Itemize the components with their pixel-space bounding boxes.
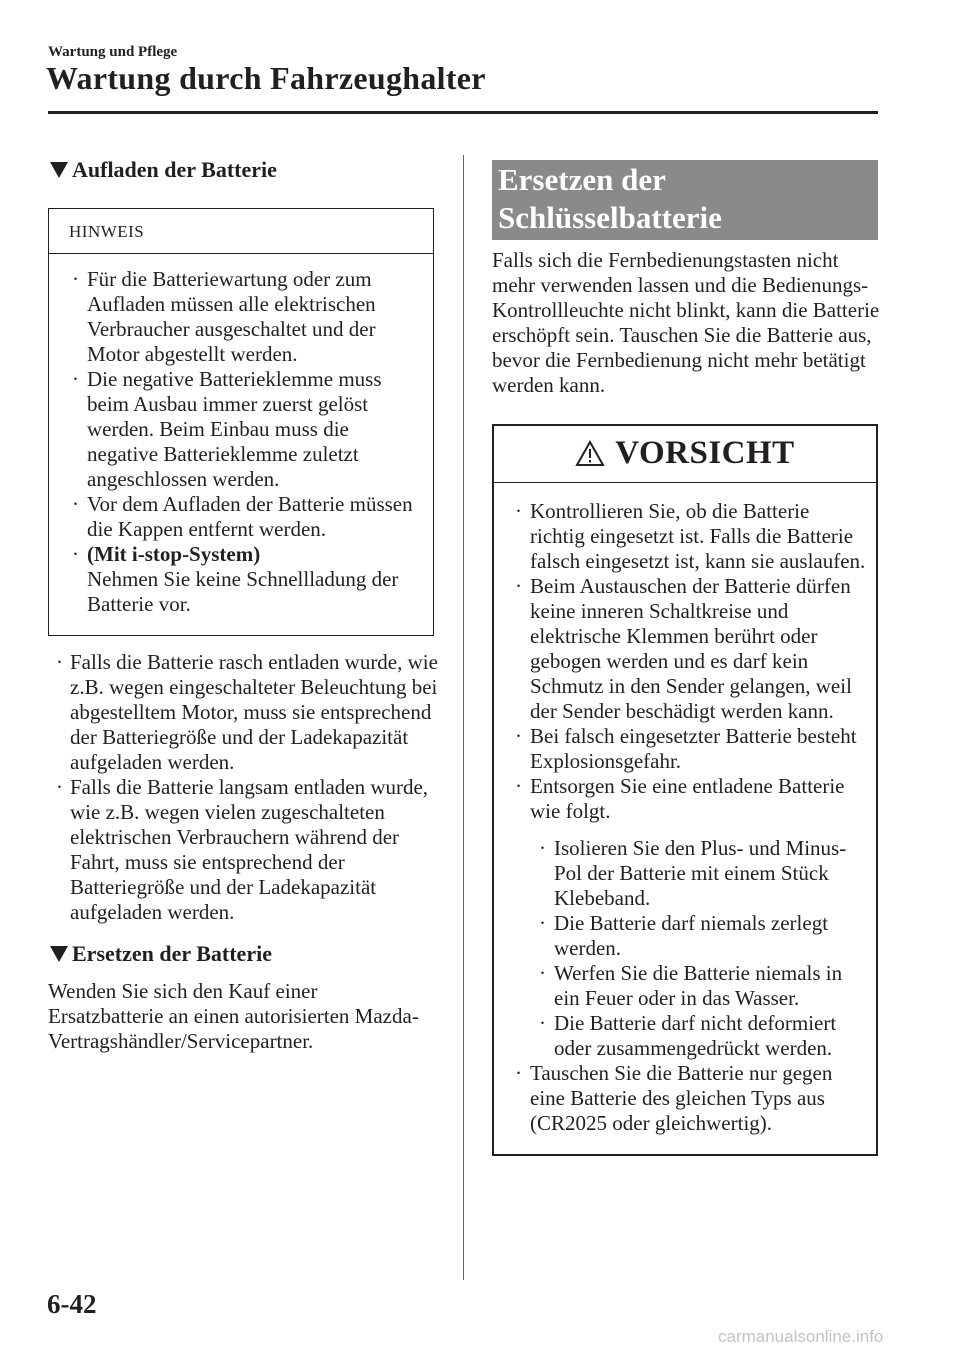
bullet-icon: ·: [515, 774, 522, 798]
warning-item-text: Bei falsch eingesetzter Batterie besteht Explosionsgefahr.: [530, 724, 857, 773]
warning-subitem: [532, 911, 868, 961]
banner-line: Ersetzen der: [498, 162, 666, 197]
watermark: carmanualsonline.info: [718, 1327, 884, 1346]
warning-item: [508, 774, 868, 1061]
warning-subitem-text: Die Batterie darf nicht deformiert oder zusammengedrückt werden.: [554, 1011, 837, 1060]
bullet-icon: ·: [539, 911, 546, 935]
section-body: Wenden Sie sich den Kauf einer Ersatzbatterie an einen autorisierten Mazda-Vertragshändler/Servicepartner.: [48, 979, 419, 1053]
note-item-text: Für die Batteriewartung oder zum Aufladen müssen alle elektrischen Verbraucher ausgeschaltet und der Motor abgestellt werden.: [87, 267, 376, 366]
warning-item-text: Kontrollieren Sie, ob die Batterie richtig eingesetzt ist. Falls die Batterie falsch eingesetzt ist, kann sie auslaufen.: [530, 499, 866, 573]
note-item: [65, 267, 425, 367]
warning-box: [492, 424, 878, 1156]
note-box: [48, 208, 434, 636]
warning-subitem-text: Die Batterie darf niemals zerlegt werden.: [554, 911, 829, 960]
note-item-condition: (Mit i-stop-System): [87, 542, 261, 566]
warning-subitem: [532, 961, 868, 1011]
warning-subitem: [532, 1011, 868, 1061]
note-item-text: Die negative Batterieklemme muss beim Ausbau immer zuerst gelöst werden. Beim Einbau muss die negative Batterieklemme zuletzt angeschlossen werden.: [87, 367, 382, 491]
bullet-icon: ·: [72, 492, 79, 516]
warning-item: [508, 574, 868, 724]
list-item-text: Falls die Batterie rasch entladen wurde, wie z.B. wegen eingeschalteter Beleuchtung bei abgestelltem Motor, muss sie entsprechend der Batteriegröße und der Ladekapazität aufgeladen werden.: [70, 650, 438, 774]
warning-header: [494, 426, 876, 483]
charging-list: [48, 650, 438, 925]
note-item: [65, 492, 425, 542]
banner-line: Schlüsselbatterie: [498, 200, 722, 235]
chapter-title: Wartung durch Fahrzeughalter: [46, 60, 486, 96]
bullet-icon: ·: [56, 650, 63, 674]
header-rule: [48, 111, 878, 114]
warning-item: [508, 724, 868, 774]
warning-item-text: Tauschen Sie die Batterie nur gegen eine Batterie des gleichen Typs aus (CR2025 oder gleichwertig).: [530, 1061, 833, 1135]
note-item: [65, 542, 425, 617]
list-item-text: Falls die Batterie langsam entladen wurde, wie z.B. wegen vielen zugeschalteten elektrischen Verbrauchern während der Fahrt, muss sie entsprechend der Batteriegröße und der Ladekapazität aufgeladen werden.: [70, 775, 429, 924]
note-list: [49, 254, 433, 635]
right-column: [492, 160, 882, 1156]
bullet-icon: ·: [515, 1061, 522, 1085]
note-item: [65, 367, 425, 492]
bullet-icon: ·: [515, 499, 522, 523]
section-title: Ersetzen der Batterie: [72, 941, 272, 966]
section-heading-replace: [48, 939, 438, 969]
list-item: [52, 650, 438, 775]
section-title: Aufladen der Batterie: [72, 157, 277, 182]
section-kicker: Wartung und Pflege: [48, 44, 178, 60]
warning-item-text: Entsorgen Sie eine entladene Batterie wie folgt.: [530, 774, 845, 823]
bullet-icon: ·: [539, 961, 546, 985]
note-title: HINWEIS: [49, 209, 433, 254]
bullet-icon: ·: [539, 1011, 546, 1035]
warning-subitem: [532, 836, 868, 911]
warning-subitem-text: Werfen Sie die Batterie niemals in ein Feuer oder in das Wasser.: [554, 961, 843, 1010]
warning-item-text: Beim Austauschen der Batterie dürfen keine inneren Schaltkreise und elektrische Klemmen berührt oder gebogen werden und es darf kein Schmutz in den Sender gelangen, weil der Sender beschädigt werden kann.: [530, 574, 852, 723]
bullet-icon: ·: [539, 836, 546, 860]
triangle-marker-icon: [50, 946, 68, 962]
triangle-marker-icon: [50, 162, 68, 178]
warning-sublist: [530, 836, 868, 1061]
bullet-icon: ·: [56, 775, 63, 799]
warning-subitem-text: Isolieren Sie den Plus- und Minus-Pol der Batterie mit einem Stück Klebeband.: [554, 836, 847, 910]
bullet-icon: ·: [515, 574, 522, 598]
column-divider: [463, 155, 464, 1280]
bullet-icon: ·: [72, 267, 79, 291]
warning-list: [494, 483, 876, 1154]
note-item-text: Vor dem Aufladen der Batterie müssen die Kappen entfernt werden.: [87, 492, 413, 541]
warning-title: VORSICHT: [615, 435, 795, 471]
section-body: Falls sich die Fernbedienungstasten nicht mehr verwenden lassen und die Bedienungs-Kontrollleuchte nicht blinkt, kann die Batterie erschöpft sein. Tauschen Sie die Batterie aus, bevor die Fernbedienung nicht mehr betätigt werden kann.: [492, 248, 880, 397]
section-heading-charging: [48, 155, 438, 185]
warning-item: [508, 1061, 868, 1136]
warning-triangle-icon: [575, 440, 605, 467]
section-banner: [492, 160, 878, 240]
note-item-text: Nehmen Sie keine Schnellladung der Batterie vor.: [87, 567, 399, 616]
warning-item: [508, 499, 868, 574]
bullet-icon: ·: [515, 724, 522, 748]
left-column: [48, 155, 438, 1054]
page-number: 6-42: [47, 1289, 97, 1319]
bullet-icon: ·: [72, 367, 79, 391]
list-item: [52, 775, 438, 925]
bullet-icon: ·: [72, 542, 79, 566]
